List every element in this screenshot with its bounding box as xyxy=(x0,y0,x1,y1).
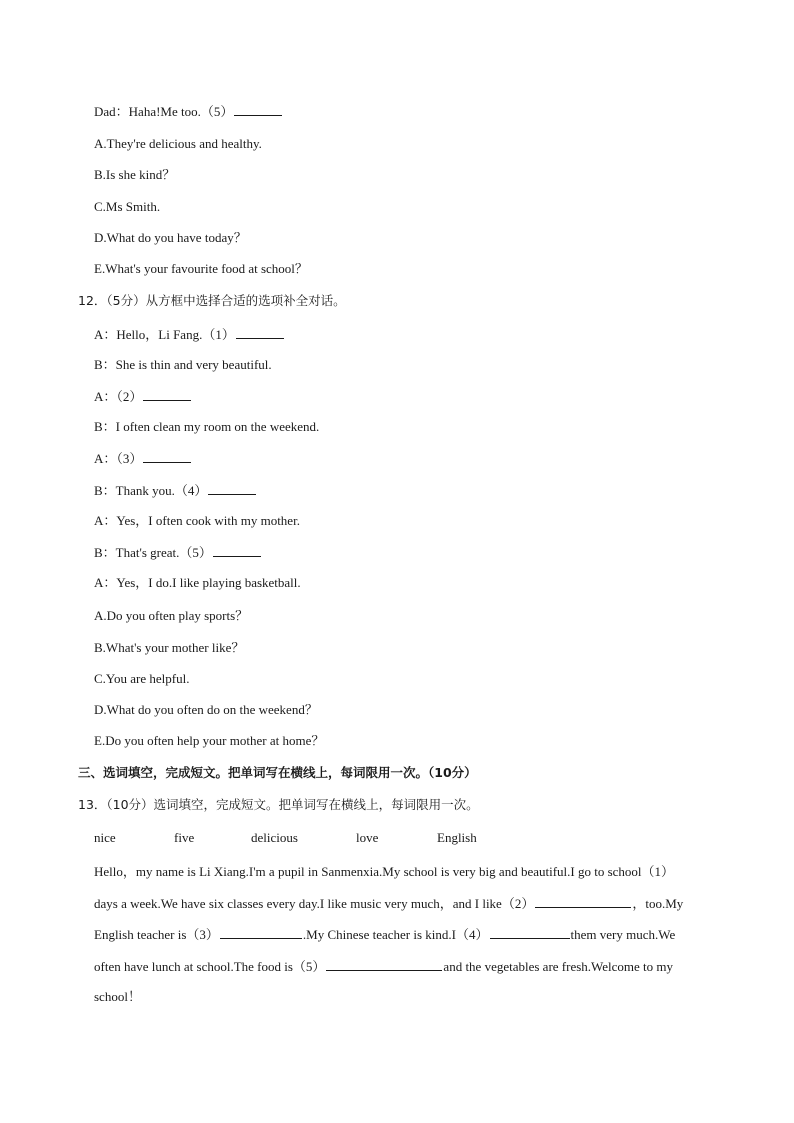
word-bank-item: nice xyxy=(94,830,116,845)
q11-option-c: C.Ms Smith. xyxy=(94,199,161,214)
q13-passage-text: days a week.We have six classes every day.I like music very much，and I like（2） xyxy=(94,896,535,911)
q12-dialogue-6-text: B：Thank you.（4） xyxy=(94,483,208,498)
section-3-heading: 三、选词填空，完成短文。把单词写在横线上，每词限用一次。（10分） xyxy=(78,765,477,780)
q12-dialogue-3 xyxy=(94,388,192,405)
q13-passage-text: ，too.My xyxy=(632,896,684,911)
word-bank-item: English xyxy=(437,830,477,845)
q12-dialogue-5-text: A：（3） xyxy=(94,451,143,466)
q13-passage-text: and the vegetables are fresh.Welcome to my xyxy=(443,959,674,974)
q12-blank-4[interactable] xyxy=(208,482,256,495)
q12-blank-5[interactable] xyxy=(213,544,261,557)
q12-blank-3[interactable] xyxy=(143,450,191,463)
word-bank-item: love xyxy=(356,830,379,845)
q12-dialogue-8 xyxy=(94,544,262,561)
q11-option-e: E.What's your favourite food at school？ xyxy=(94,261,308,276)
q12-dialogue-8-text: B：That's great.（5） xyxy=(94,545,212,560)
q13-blank-3[interactable] xyxy=(220,926,302,939)
q12-option-c: C.You are helpful. xyxy=(94,671,190,686)
q13-passage-line-5: school！ xyxy=(94,989,141,1004)
q12-blank-1[interactable] xyxy=(236,326,284,339)
q12-dialogue-9: A：Yes，I do.I like playing basketball. xyxy=(94,575,301,590)
q12-option-d: D.What do you often do on the weekend？ xyxy=(94,702,318,717)
q13-passage-line-3 xyxy=(94,926,720,943)
q12-dialogue-7: A：Yes，I often cook with my mother. xyxy=(94,513,300,528)
q12-dialogue-1 xyxy=(94,326,285,343)
q11-dad-text: Dad：Haha!Me too.（5） xyxy=(94,104,234,119)
q13-passage-text: .My Chinese teacher is kind.I（4） xyxy=(302,927,489,942)
q12-option-b: B.What's your mother like？ xyxy=(94,640,245,655)
q13-passage-text: English teacher is（3） xyxy=(94,927,219,942)
q12-dialogue-4: B：I often clean my room on the weekend. xyxy=(94,419,320,434)
q11-blank-5[interactable] xyxy=(234,103,282,116)
q13-blank-5[interactable] xyxy=(326,958,442,971)
q12-blank-2[interactable] xyxy=(143,388,191,401)
q13-passage-line-2 xyxy=(94,895,720,912)
q13-passage-line-4 xyxy=(94,958,720,975)
q11-option-d: D.What do you have today？ xyxy=(94,230,247,245)
q12-dialogue-5 xyxy=(94,450,192,467)
q12-option-e: E.Do you often help your mother at home？ xyxy=(94,733,325,748)
q12-dialogue-2: B：She is thin and very beautiful. xyxy=(94,357,272,372)
q13-blank-4[interactable] xyxy=(490,926,570,939)
q13-blank-2[interactable] xyxy=(535,895,631,908)
q12-title: 12．（5分）从方框中选择合适的选项补全对话。 xyxy=(78,293,346,308)
q12-option-a: A.Do you often play sports？ xyxy=(94,608,249,623)
word-bank-item: five xyxy=(174,830,195,845)
q12-dialogue-3-text: A：（2） xyxy=(94,389,143,404)
q12-dialogue-6 xyxy=(94,482,257,499)
q12-dialogue-1-text: A：Hello，Li Fang.（1） xyxy=(94,327,235,342)
q11-option-b: B.Is she kind？ xyxy=(94,167,176,182)
q11-dad-line xyxy=(94,103,283,120)
q13-passage-text: often have lunch at school.The food is（5） xyxy=(94,959,326,974)
q13-title: 13．（10分）选词填空，完成短文。把单词写在横线上，每词限用一次。 xyxy=(78,797,479,812)
word-bank-item: delicious xyxy=(251,830,298,845)
q13-passage-text: them very much.We xyxy=(570,927,676,942)
q13-passage-line-1: Hello，my name is Li Xiang.I'm a pupil in Sanmenxia.My school is very big and beautiful.I go to school（1） xyxy=(94,864,675,879)
q11-option-a: A.They're delicious and healthy. xyxy=(94,136,262,151)
